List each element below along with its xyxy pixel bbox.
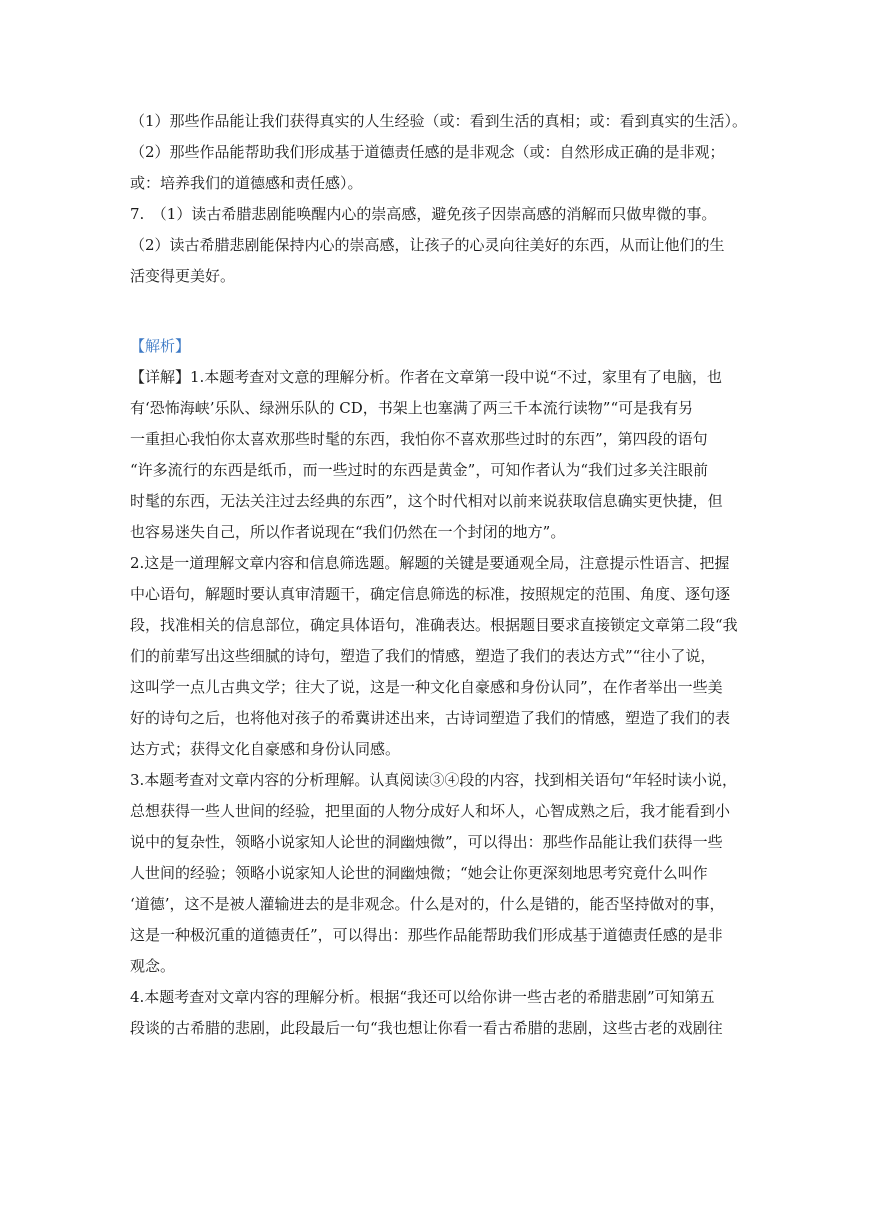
analysis-line: 【详解】1.本题考查对文意的理解分析。作者在文章第一段中说“不过，家里有了电脑，也	[130, 368, 722, 386]
analysis-line: 们的前辈写出这些细腻的诗句，塑造了我们的情感，塑造了我们的表达方式”“往小了说，	[130, 647, 716, 665]
analysis-line: 也容易迷失自己，所以作者说现在“我们仍然在一个封闭的地方”。	[130, 523, 566, 541]
answer-line: 或：培养我们的道德感和责任感）。	[130, 174, 363, 192]
analysis-line: “许多流行的东西是纸币，而一些过时的东西是黄金”，可知作者认为“我们过多关注眼前	[130, 461, 709, 479]
analysis-line: 3.本题考查对文章内容的分析理解。认真阅读③④段的内容，找到相关语句“年轻时读小说，	[130, 771, 737, 789]
analysis-line: 好的诗句之后，也将他对孩子的希冀讲述出来，古诗词塑造了我们的情感，塑造了我们的表	[130, 709, 731, 727]
analysis-heading: 【解析】	[130, 337, 191, 355]
analysis-line: 总想获得一些人世间的经验，把里面的人物分成好人和坏人，心智成熟之后，我才能看到小	[130, 802, 731, 820]
answer-block	[130, 106, 750, 292]
analysis-line: 观念。	[130, 957, 176, 975]
document-page	[130, 106, 750, 1044]
analysis-line: 有‘恐怖海峡’乐队、绿洲乐队的 CD，书架上也塞满了两三千本流行读物”“可是我有另	[130, 399, 694, 417]
answer-line: 活变得更美好。	[130, 267, 236, 285]
analysis-line: 一重担心我怕你太喜欢那些时髦的东西，我怕你不喜欢那些过时的东西”，第四段的语句	[130, 430, 708, 448]
analysis-line: ‘道德’，这不是被人灌输进去的是非观念。什么是对的，什么是错的，能否坚持做对的事，	[130, 895, 725, 913]
analysis-line: 达方式；获得文化自豪感和身份认同感。	[130, 740, 401, 758]
analysis-line: 这叫学一点儿古典文学；往大了说，这是一种文化自豪感和身份认同”，在作者举出一些美	[130, 678, 723, 696]
spacer	[130, 292, 750, 331]
analysis-line: 段，找准相关的信息部位，确定具体语句，准确表达。根据题目要求直接锁定文章第二段“我	[130, 616, 738, 634]
analysis-line: 段谈的古希腊的悲剧，此段最后一句“我也想让你看一看古希腊的悲剧，这些古老的戏剧往	[130, 1019, 723, 1037]
answer-line: 7. （1）读古希腊悲剧能唤醒内心的崇高感，避免孩子因崇高感的消解而只做卑微的事。	[130, 205, 717, 223]
analysis-line: 这是一种极沉重的道德责任”，可以得出：那些作品能帮助我们形成基于道德责任感的是非	[130, 926, 723, 944]
answer-line: （1）那些作品能让我们获得真实的人生经验（或：看到生活的真相；或：看到真实的生活）。	[130, 112, 748, 130]
analysis-block	[130, 362, 750, 1044]
analysis-line: 说中的复杂性，领略小说家知人论世的洞幽烛微”，可以得出：那些作品能让我们获得一些	[130, 833, 723, 851]
analysis-line: 4.本题考查对文章内容的理解分析。根据“我还可以给你讲一些古老的希腊悲剧”可知第五	[130, 988, 715, 1006]
answer-line: （2）读古希腊悲剧能保持内心的崇高感，让孩子的心灵向往美好的东西，从而让他们的生	[130, 236, 725, 254]
analysis-line: 2.这是一道理解文章内容和信息筛选题。解题的关键是要通观全局，注意提示性语言、把握	[130, 554, 730, 572]
analysis-line: 中心语句，解题时要认真审清题干，确定信息筛选的标准，按照规定的范围、角度、逐句逐	[130, 585, 731, 603]
analysis-line: 人世间的经验；领略小说家知人论世的洞幽烛微；“她会让你更深刻地思考究竟什么叫作	[130, 864, 708, 882]
analysis-line: 时髦的东西，无法关注过去经典的东西”，这个时代相对以前来说获取信息确实更快捷，但	[130, 492, 723, 510]
answer-line: （2）那些作品能帮助我们形成基于道德责任感的是非观念（或：自然形成正确的是非观；	[130, 143, 725, 161]
